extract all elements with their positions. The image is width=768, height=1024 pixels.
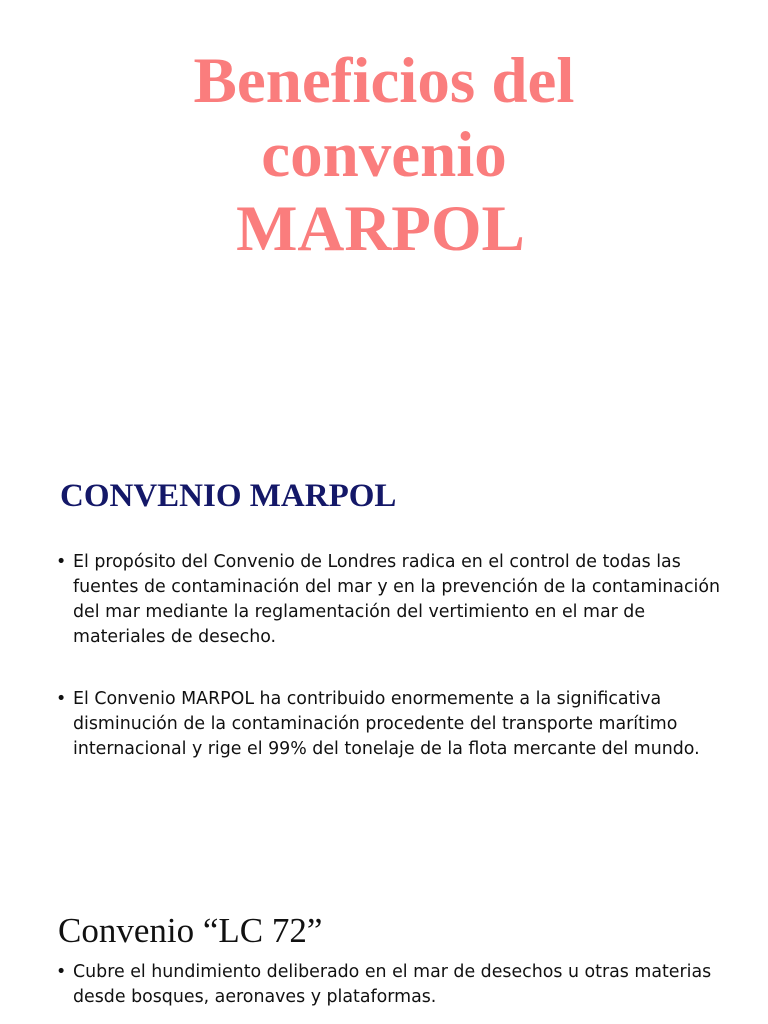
section-heading-lc72: Convenio “LC 72” — [58, 911, 323, 950]
slide-title — [0, 44, 768, 266]
bullet-item — [56, 550, 736, 650]
bullet-icon: • — [56, 962, 67, 982]
bullet-list-marpol — [56, 550, 736, 762]
bullet-icon: • — [56, 552, 67, 572]
bullet-text: El propósito del Convenio de Londres radica en el control de todas las fuentes de contaminación del mar y en la prevención de la contaminación del mar mediante la reglamentación del vertimiento en el mar de materiales de desecho. — [73, 552, 721, 647]
title-line-1: Beneficios del — [193, 45, 575, 117]
bullet-item — [56, 960, 736, 1010]
title-line-3: MARPOL — [236, 193, 525, 265]
section-heading-convenio-marpol: CONVENIO MARPOL — [60, 478, 397, 514]
bullet-text: Cubre el hundimiento deliberado en el mar de desechos u otras materias desde bosques, aeronaves y plataformas. — [73, 962, 712, 1007]
bullet-text: El Convenio MARPOL ha contribuido enormemente a la significativa disminución de la contaminación procedente del transporte marítimo internacional y rige el 99% del tonelaje de la flota mercante del mundo. — [73, 689, 700, 759]
bullet-icon: • — [56, 689, 67, 709]
bullet-item — [56, 687, 736, 762]
bullet-list-lc72 — [56, 960, 736, 1010]
title-line-2: convenio — [261, 119, 507, 191]
